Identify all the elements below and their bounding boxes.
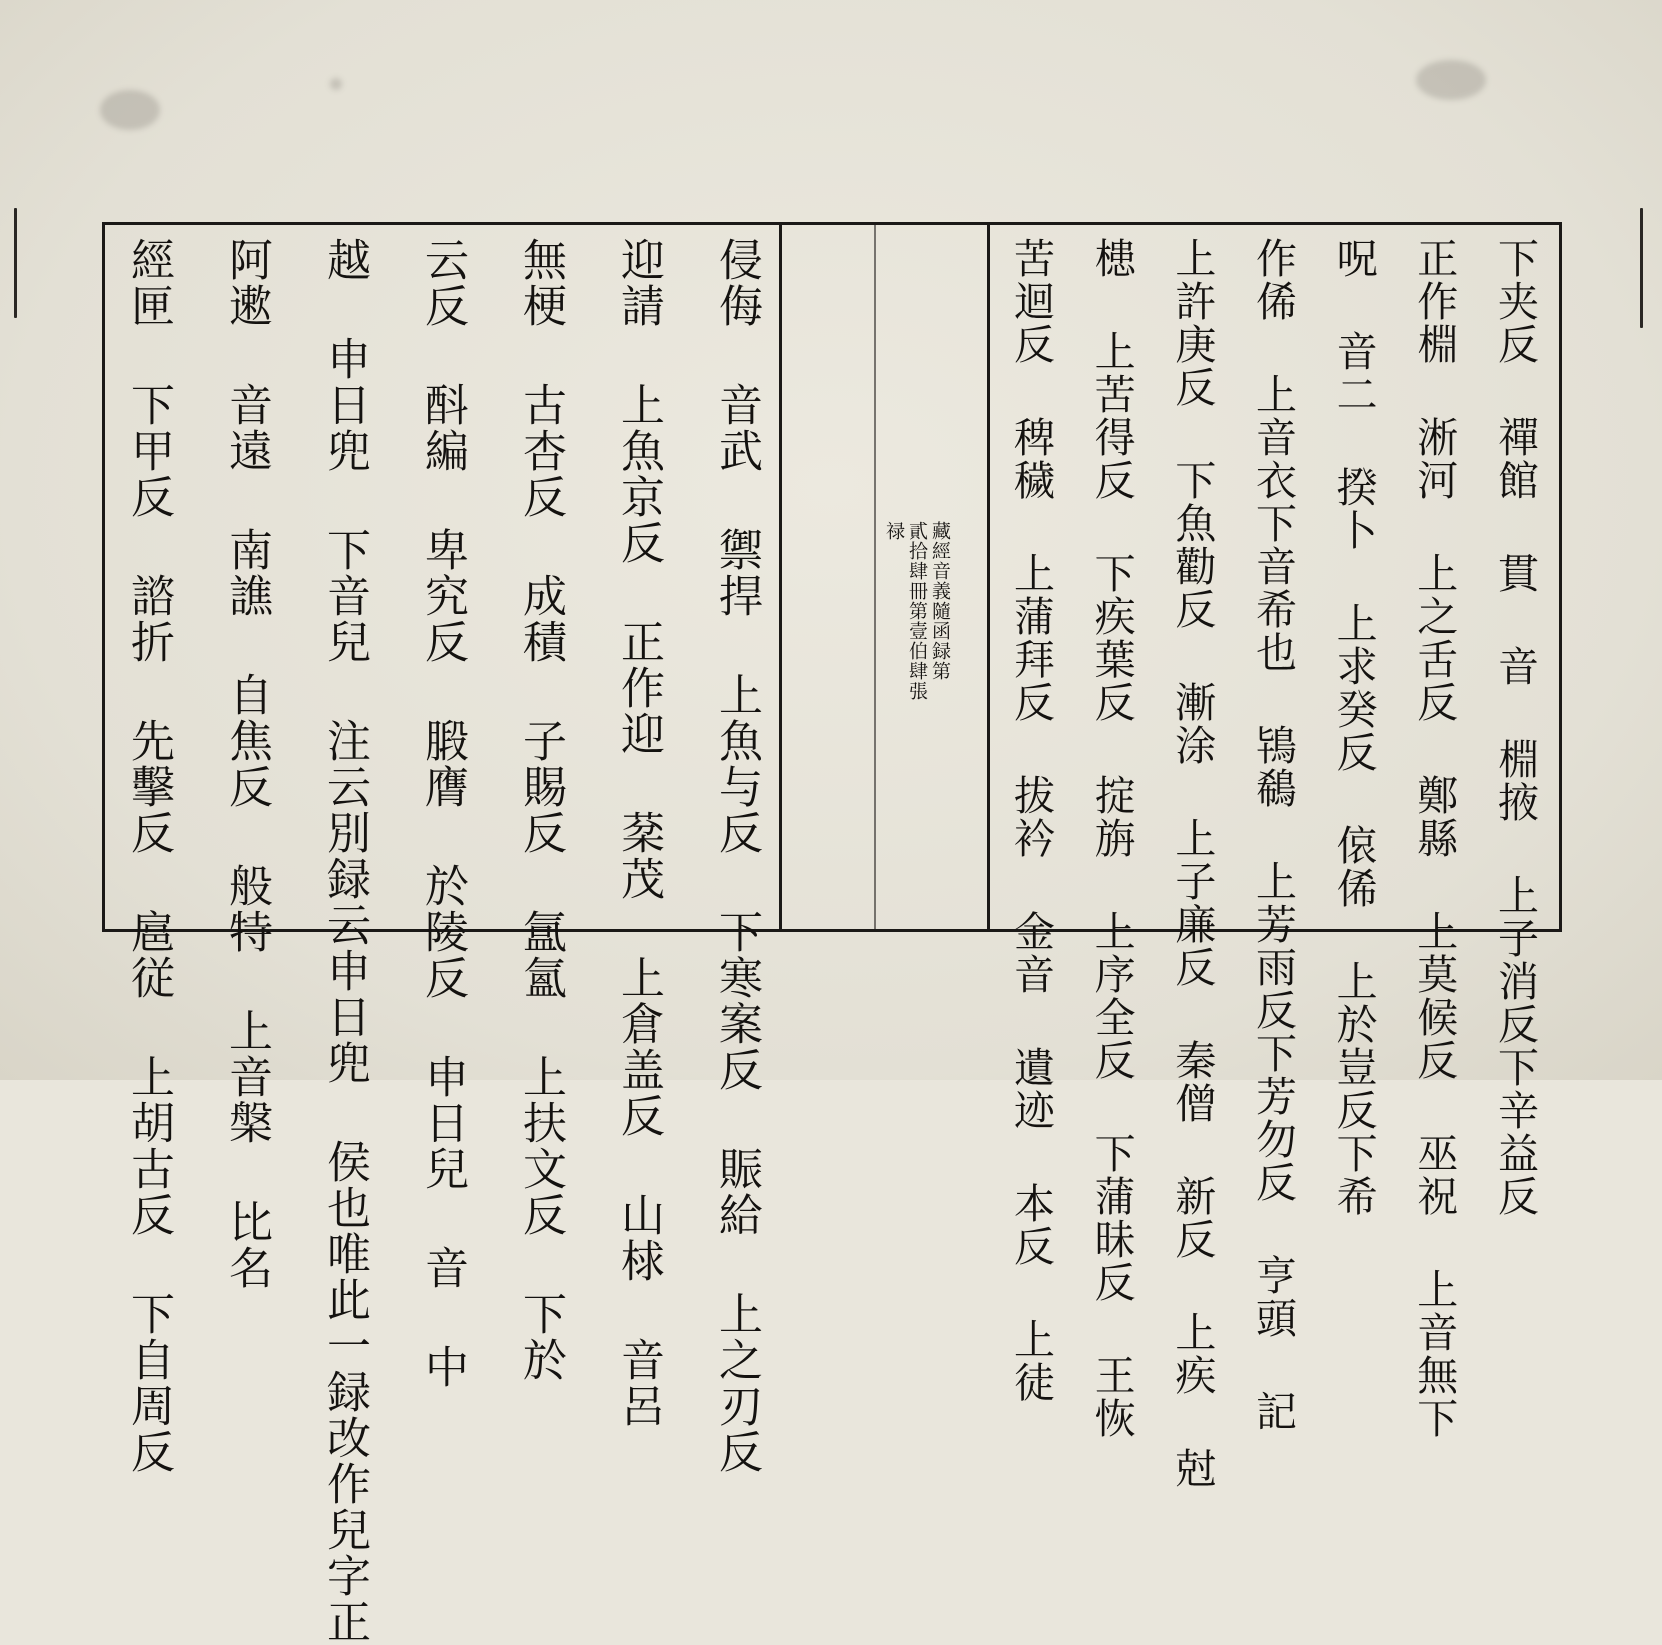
ink-smudge [100,90,160,130]
text-column: 槵 上苦得反 下疾葉反 掟旃 上序全反 下蒲昧反 王恢 [1087,237,1136,1440]
center-fold-strip [779,225,990,929]
text-column: 上許庚反 下魚勸反 漸涂 上子廉反 秦僧 新反 上疾 尅 [1168,237,1217,1490]
text-column: 無梗 古杏反 成積 子賜反 氲氳 上扶文反 下於 [515,237,566,1383]
left-text-panel [105,225,779,1645]
fold-line [874,225,876,929]
text-column: 越 申日兜 下音兒 注云別録云申日兜 侯也唯此一録改作兒字正 [319,237,370,1645]
caption-line: 藏經音義隨函録第 [929,521,951,681]
right-text-panel [990,225,1556,1490]
text-column: 云反 酙編 卑究反 腶膺 於陵反 申日兒 音 中 [417,237,468,1390]
text-column: 苦迴反 稗穢 上蒲拜反 拔衿 金音 遺迹 本反 上徒 [1007,237,1055,1404]
ink-smudge [1416,60,1486,100]
text-column: 正作棩 淅河 上之舌反 鄭縣 上莫候反 巫祝 上音無下 [1410,237,1459,1440]
text-column: 作俙 上音衣下音希也 鴇鵗 上芳雨反下芳勿反 亨頭 記 [1248,237,1297,1433]
text-column: 經匣 下甲反 諮折 先擊反 扈従 上胡古反 下自周反 [123,237,174,1475]
caption-line: 禄 [883,521,905,541]
text-column: 下夹反 禪館 貫 音 棩掖 上子消反下辛益反 [1490,237,1539,1218]
ink-smudge [330,78,342,90]
text-column: 迎請 上魚京反 正作迎 棻茂 上倉盖反 山梂 音呂 [613,237,664,1429]
text-column: 侵侮 音武 禦捍 上魚与反 下寒案反 賑給 上之刃反 [711,237,762,1475]
caption-line: 貳拾肆冊第壹伯肆張 [906,521,928,701]
text-column: 呪 音二 揆卜 上求癸反 偯俙 上於豈反下希 [1329,237,1378,1218]
right-edge-mark [1640,208,1643,328]
text-column: 阿遬 音遠 南譙 自焦反 般特 上音槃 比名 [221,237,272,1291]
center-caption [882,521,951,701]
left-edge-mark [14,208,17,318]
woodblock-print-area [102,222,1562,1645]
